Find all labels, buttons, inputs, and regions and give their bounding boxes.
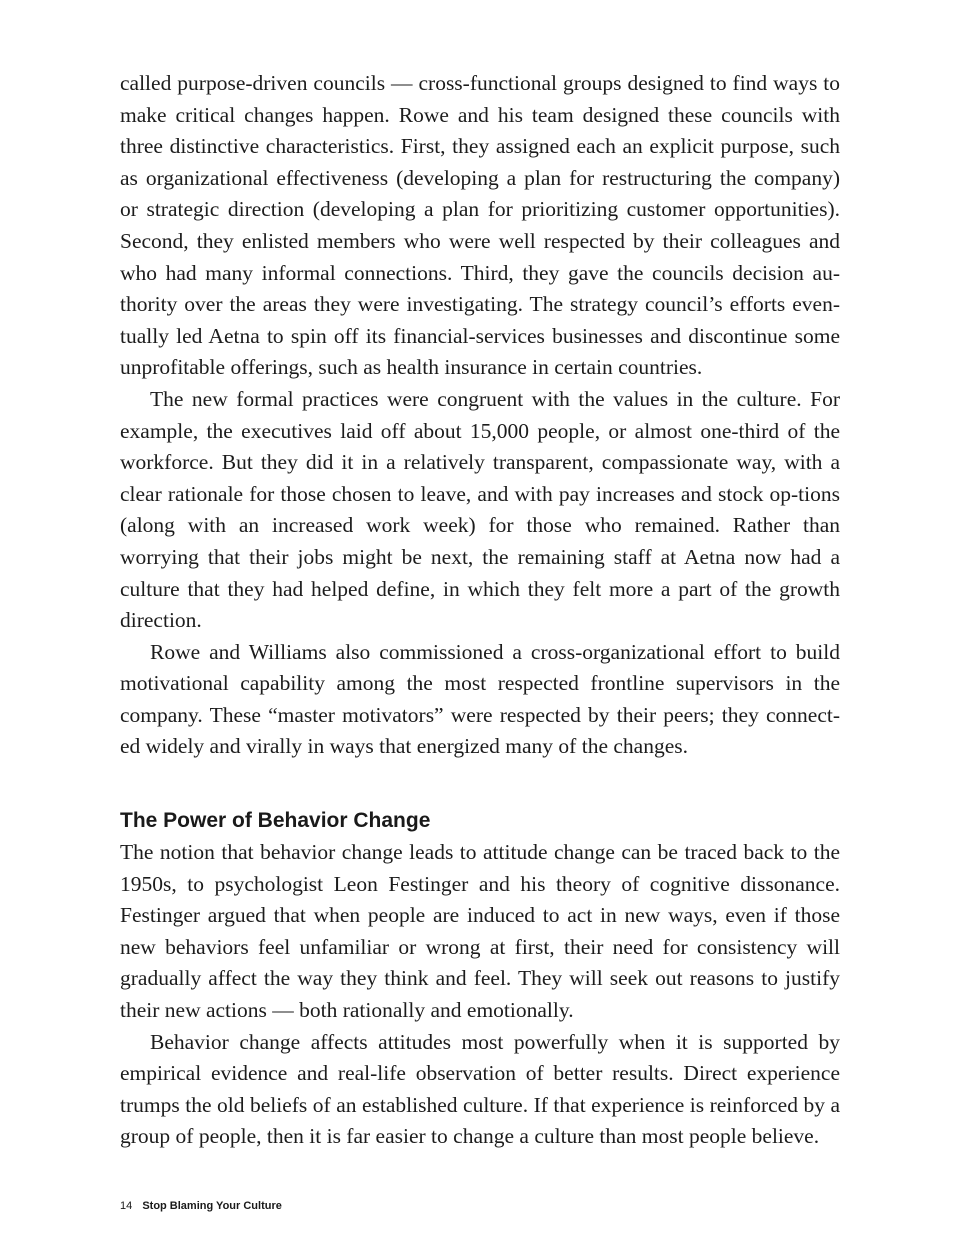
body-paragraph: Rowe and Williams also commissioned a cross-organizational effort to build motivational capability among the most respected frontline supervisors in the company. These “master motivators” were respected by their peers; they connect-ed widely and virally in ways that energized many of the changes. <box>120 639 840 759</box>
section-paragraph: Behavior change affects attitudes most powerfully when it is supported by empirical evidence and real-life observation of better results. Direct experience trumps the old beliefs of an established culture. If that experience is reinforced by a group of people, then it is far easier to change a culture than most people believe. <box>120 1029 840 1149</box>
page-footer <box>120 1200 282 1212</box>
body-paragraph: called purpose-driven councils — cross-functional groups designed to find ways to make critical changes happen. Rowe and his team designed these councils with three distinctive characteristics. First, they assigned each an explicit purpose, such as organizational effectiveness (developing a plan for restructuring the company) or strategic direction (developing a plan for prioritizing customer opportunities). Second, they enlisted members who were well respected by their colleagues and who had many informal connections. Third, they gave the councils decision au-thority over the areas they were investigating. The strategy council’s efforts even-tually led Aetna to spin off its financial-services businesses and discontinue some unprofitable offerings, such as health insurance in certain countries. <box>120 71 840 380</box>
body-paragraph: The new formal practices were congruent with the values in the culture. For example, the executives laid off about 15,000 people, or almost one-third of the workforce. But they did it in a relatively transparent, compassionate way, with a clear rationale for those chosen to leave, and with pay increases and stock op-tions (along with an increased work week) for those who remained. Rather than worrying that their jobs might be next, the remaining staff at Aetna now had a culture that they had helped define, in which they felt more a part of the growth direction. <box>120 386 840 633</box>
page-body <box>120 68 840 1153</box>
section-heading: The Power of Behavior Change <box>120 809 431 833</box>
page-number: 14 <box>120 1200 133 1212</box>
section-paragraph: The notion that behavior change leads to attitude change can be traced back to the 1950s, to psychologist Leon Festinger and his theory of cognitive dissonance. Festinger argued that when people are induced to act in new ways, even if those new behaviors feel unfamiliar or wrong at first, their need for consistency will gradually affect the way they think and feel. They will seek out reasons to justify their new actions — both rationally and emotionally. <box>120 840 840 1023</box>
running-title: Stop Blaming Your Culture <box>142 1200 282 1212</box>
